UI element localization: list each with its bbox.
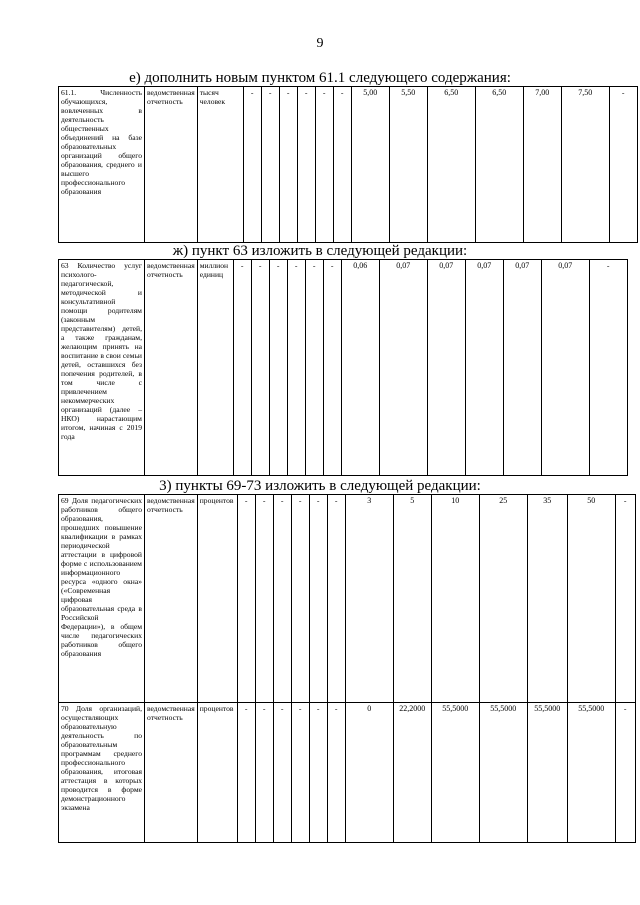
value-cell: 5,00: [351, 87, 389, 243]
value-cell: -: [273, 495, 291, 703]
value-cell: 55,5000: [479, 703, 527, 843]
value-cell: -: [315, 87, 333, 243]
section-heading-e: е) дополнить новым пунктом 61.1 следующего содержания:: [129, 70, 511, 86]
value-cell: -: [333, 87, 351, 243]
value-cell: 55,5000: [431, 703, 479, 843]
section-heading-3: 3) пункты 69-73 изложить в следующей редакции:: [159, 478, 481, 494]
value-cell: -: [255, 703, 273, 843]
table-61-1: [58, 86, 638, 243]
indicator-source: ведомственная отчетность: [145, 87, 198, 243]
value-cell: -: [269, 260, 287, 476]
value-cell: 3: [345, 495, 393, 703]
value-cell: 0,07: [427, 260, 465, 476]
value-cell: -: [609, 87, 637, 243]
value-cell: 0,07: [465, 260, 503, 476]
value-cell: 55,5000: [567, 703, 615, 843]
value-cell: 22,2000: [393, 703, 431, 843]
value-cell: 0,07: [541, 260, 589, 476]
indicator-unit: миллион единиц: [197, 260, 233, 476]
value-cell: 50: [567, 495, 615, 703]
value-cell: -: [327, 495, 345, 703]
value-cell: -: [287, 260, 305, 476]
value-cell: -: [323, 260, 341, 476]
value-cell: 0,07: [379, 260, 427, 476]
value-cell: 10: [431, 495, 479, 703]
indicator-unit: тысяч человек: [197, 87, 243, 243]
value-cell: -: [327, 703, 345, 843]
value-cell: -: [291, 703, 309, 843]
value-cell: -: [615, 703, 635, 843]
value-cell: -: [309, 703, 327, 843]
indicator-unit: процентов: [197, 495, 237, 703]
value-cell: -: [589, 260, 627, 476]
value-cell: -: [305, 260, 323, 476]
value-cell: -: [251, 260, 269, 476]
value-cell: -: [261, 87, 279, 243]
value-cell: -: [243, 87, 261, 243]
indicator-source: ведомственная отчетность: [145, 703, 198, 843]
value-cell: 5: [393, 495, 431, 703]
value-cell: 35: [527, 495, 567, 703]
indicator-description: 61.1. Численность обучающихся, вовлеченных в деятельность общественных объединений на базе образовательных организаций общего образования, среднего и высшего профессионального образования: [59, 87, 145, 243]
value-cell: -: [279, 87, 297, 243]
value-cell: 7,00: [523, 87, 561, 243]
table-63: [58, 259, 628, 476]
value-cell: -: [237, 495, 255, 703]
indicator-unit: процентов: [197, 703, 237, 843]
table-row: [59, 495, 636, 703]
indicator-source: ведомственная отчетность: [145, 260, 198, 476]
value-cell: -: [309, 495, 327, 703]
value-cell: 5,50: [389, 87, 427, 243]
value-cell: -: [255, 495, 273, 703]
table-row: [59, 87, 638, 243]
value-cell: -: [297, 87, 315, 243]
value-cell: 0,07: [503, 260, 541, 476]
indicator-description: 69 Доля педагогических работников общего образования, прошедших повышение квалификации в рамках периодической аттестации в цифровой форме с использованием информационного ресурса «одного окна» («Современная цифровая образовательная среда в Российской Федерации»), в общем числе педагогических работников общего образования: [59, 495, 145, 703]
value-cell: -: [237, 703, 255, 843]
value-cell: 55,5000: [527, 703, 567, 843]
value-cell: -: [291, 495, 309, 703]
indicator-description: 63 Количество услуг психолого-педагогической, методической и консультативной помощи родителям (законным представителям) детей, а также гражданам, желающим принять на воспитание в свои семьи детей, оставшихся без попечения родителей, в том числе с привлечением некоммерческих организаций (далее – НКО) нарастающим итогом, начиная с 2019 года: [59, 260, 145, 476]
value-cell: -: [233, 260, 251, 476]
page-number: 9: [316, 36, 324, 51]
value-cell: 0,06: [341, 260, 379, 476]
indicator-description: 70 Доля организаций, осуществляющих образовательную деятельность по образовательным программам среднего профессионального образования, итоговая аттестация в которых проводится в форме демонстрационного экзамена: [59, 703, 145, 843]
table-row: [59, 260, 628, 476]
value-cell: 25: [479, 495, 527, 703]
table-row: [59, 703, 636, 843]
value-cell: 7,50: [561, 87, 609, 243]
table-69-73: [58, 494, 636, 843]
value-cell: 6,50: [427, 87, 475, 243]
value-cell: -: [273, 703, 291, 843]
section-heading-zh: ж) пункт 63 изложить в следующей редакции:: [172, 243, 468, 259]
value-cell: 6,50: [475, 87, 523, 243]
indicator-source: ведомственная отчетность: [145, 495, 198, 703]
value-cell: 0: [345, 703, 393, 843]
value-cell: -: [615, 495, 635, 703]
